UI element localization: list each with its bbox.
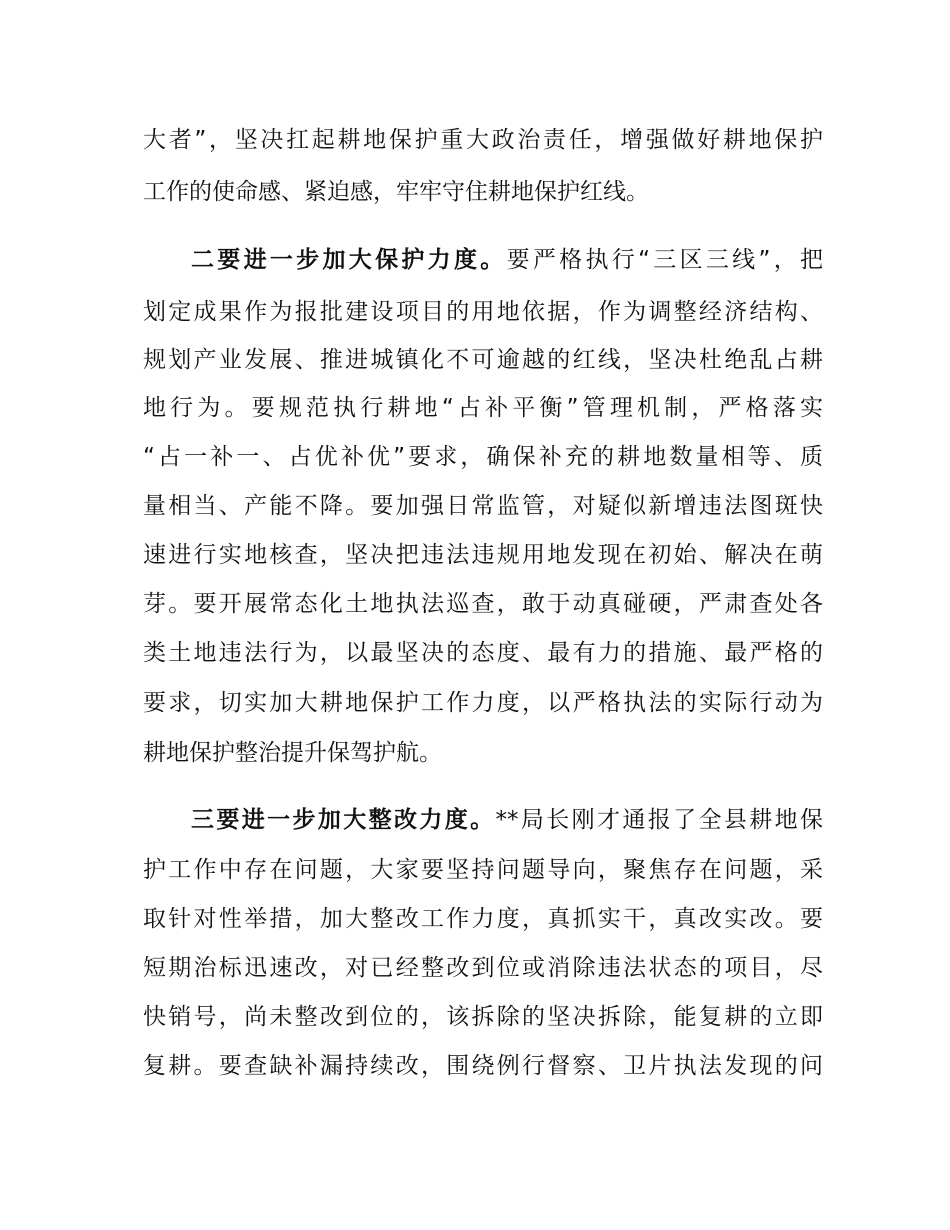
paragraph-3-line-3: 取针对性举措，加大整改工作力度，真抓实干，真改实改。要 (143, 906, 823, 932)
paragraph-2-line-9: 类土地违法行为，以最坚决的态度、最有力的措施、最严格的 (143, 640, 823, 666)
paragraph-3-heading: 三要进一步加大整改力度。 (191, 807, 496, 833)
paragraph-3-first-line-text: **局长刚才通报了全县耕地保 (495, 807, 823, 833)
paragraph-2-line-1 (191, 243, 823, 277)
paragraph-1-line-2: 工作的使命感、紧迫感，牢牢守住耕地保护红线。 (143, 179, 649, 205)
paragraph-1-line-1: 大者”，坚决扛起耕地保护重大政治责任，增强做好耕地保护 (143, 127, 823, 153)
paragraph-3-line-5: 快销号，尚未整改到位的，该拆除的坚决拆除，能复耕的立即 (143, 1004, 823, 1030)
paragraph-2-line-7: 速进行实地核查，坚决把违法违规用地发现在初始、解决在萌 (143, 542, 823, 568)
paragraph-2-line-4: 地行为。要规范执行耕地“占补平衡”管理机制，严格落实 (143, 395, 823, 421)
paragraph-2-heading: 二要进一步加大保护力度。 (191, 247, 507, 273)
paragraph-3-line-1 (191, 803, 823, 837)
paragraph-2-first-line-text: 要严格执行“三区三线”，把 (506, 247, 823, 273)
paragraph-3-line-6: 复耕。要查缺补漏持续改，围绕例行督察、卫片执法发现的问 (143, 1053, 823, 1079)
paragraph-2-line-8: 芽。要开展常态化土地执法巡查，敢于动真碰硬，严肃查处各 (143, 591, 823, 617)
paragraph-2-line-5: “占一补一、占优补优”要求，确保补充的耕地数量相等、质 (143, 444, 823, 470)
paragraph-2-line-11: 耕地保护整治提升保驾护航。 (143, 740, 442, 766)
paragraph-2-line-3: 规划产业发展、推进城镇化不可逾越的红线，坚决杜绝乱占耕 (143, 347, 823, 373)
paragraph-3-line-4: 短期治标迅速改，对已经整改到位或消除违法状态的项目，尽 (143, 955, 823, 981)
paragraph-2-line-6: 量相当、产能不降。要加强日常监管，对疑似新增违法图斑快 (143, 493, 823, 519)
paragraph-3-line-2: 护工作中存在问题，大家要坚持问题导向，聚焦存在问题，采 (143, 857, 823, 883)
paragraph-2-line-2: 划定成果作为报批建设项目的用地依据，作为调整经济结构、 (143, 299, 823, 325)
paragraph-2-line-10: 要求，切实加大耕地保护工作力度，以严格执法的实际行动为 (143, 690, 823, 716)
